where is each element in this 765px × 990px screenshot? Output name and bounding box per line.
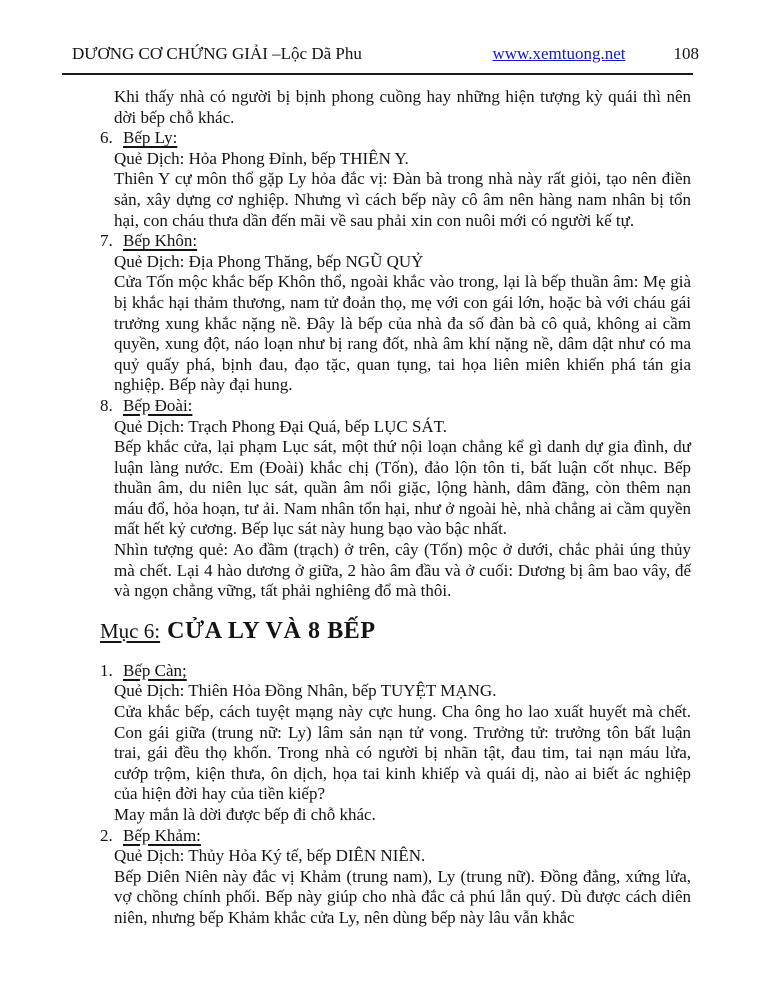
numbered-heading [100, 396, 691, 417]
header-title: DƯƠNG CƠ CHỨNG GIẢI –Lộc Dã Phu [72, 44, 362, 63]
page-header [0, 0, 765, 64]
item-number: 7. [100, 231, 113, 251]
paragraph: Bếp khắc cửa, lại phạm Lục sát, một thứ nội loạn chẳng kể gì danh dự gia đình, dư luận làng nước. Em (Đoài) khắc chị (Tốn), đảo lộn tôn ti, bất luận cốt nhục. Bếp thuần âm, du niên lục sát, quần âm nổi giặc, lộng hành, dâm đãng, còn thêm nạn máu đổ, hỏa hoạn, tư ải. Nam nhân tổn hại, như ở ngoài hè, nhà chẳng ai cầm quyền mất hết kỷ cương. Bếp lục sát này hung bạo vào bậc nhất. [114, 437, 691, 539]
item-number: 2. [100, 825, 113, 845]
paragraph: Khi thấy nhà có người bị bịnh phong cuồng hay những hiện tượng kỳ quái thì nên dời bếp chỗ khác. [114, 87, 691, 127]
paragraph: Cửa khắc bếp, cách tuyệt mạng này cực hung. Cha ông ho lao xuất huyết mà chết. Con gái giữa (trung nữ: Ly) lâm sản nạn tử vong. Trưởng tử: trưởng tôn bất luận trai, gái đều thọ khốn. Trong nhà có người bị nhãn tật, đau tim, tai nạn máu lửa, cướp trộm, kiện thưa, ôn dịch, họa tai kinh khiếp và quái dị, nào ai biết ác nghiệp của hiện đời hay của tiền kiếp? [114, 702, 691, 804]
paragraph: Quẻ Dịch: Thiên Hỏa Đồng Nhân, bếp TUYỆT MẠNG. [114, 681, 497, 701]
page-number: 108 [673, 44, 699, 63]
item-number: 8. [100, 395, 113, 415]
paragraph: Cửa Tốn mộc khắc bếp Khôn thổ, ngoài khắc vào trong, lại là bếp thuần âm: Mẹ già bị khắc hại thảm thương, nam tử đoản thọ, mẹ với con gái lớn, hoặc bà với cháu gái trưởng xung khắc nặng nề. Đây là bếp của nhà đa số đàn bà cô quả, không ai cầm quyền, xung đột, náo loạn như bị rang đốt, nhà âm khí nặng nề, dâm dật như có ma quỷ quấy phá, bịnh đau, đạo tặc, quan tụng, tai họa liên miên khiến phá tán gia nghiệp. Bếp này đại hung. [114, 272, 691, 395]
section-heading [100, 616, 691, 645]
header-rule [62, 73, 693, 75]
item-label: Bếp Ly: [123, 128, 178, 148]
header-right [493, 44, 700, 64]
item-number: 6. [100, 128, 113, 148]
item-number: 1. [100, 660, 113, 680]
section-title: CỬA LY VÀ 8 BẾP [167, 617, 376, 644]
numbered-heading [100, 128, 691, 149]
item-label: Bếp Khảm: [123, 825, 201, 845]
paragraph: Thiên Y cự môn thổ gặp Ly hỏa đắc vị: Đàn bà trong nhà này rất giỏi, tạo nên điền sản, xây dựng cơ nghiệp. Nhưng vì cách bếp này cô âm nên hàng nam nhân bị tổn hại, con cháu thưa dần đến mãi về sau phải xin con nuôi mới có người kế tự. [114, 169, 691, 230]
numbered-heading [100, 826, 691, 847]
paragraph: Nhìn tượng quẻ: Ao đầm (trạch) ở trên, cây (Tốn) mộc ở dưới, chắc phải úng thủy mà chết. Lại 4 hào dương ở giữa, 2 hào âm đầu và ở cuối: Dương bị âm bao vây, đế và ngọn chẳng vững, tất phải nghiêng đổ mà thôi. [114, 540, 691, 601]
item-label: Bếp Đoài: [123, 395, 193, 415]
header-link[interactable]: www.xemtuong.net [492, 44, 626, 63]
paragraph: Quẻ Dịch: Trạch Phong Đại Quá, bếp LỤC SÁT. [114, 416, 448, 436]
page-body [100, 87, 691, 929]
paragraph: May mắn là dời được bếp đi chỗ khác. [114, 805, 376, 824]
item-label: Bếp Khôn: [123, 231, 198, 251]
paragraph: Quẻ Dịch: Hỏa Phong Đỉnh, bếp THIÊN Y. [114, 148, 409, 168]
numbered-heading [100, 661, 691, 682]
paragraph: Bếp Diên Niên này đắc vị Khảm (trung nam), Ly (trung nữ). Đồng đẳng, xứng lửa, vợ chồng chính phối. Bếp này giúp cho nhà đắc cả phú lẫn quý. Dù được cách diên niên, nhưng bếp Khảm khắc cửa Ly, nên dùng bếp này lâu vẫn khắc [114, 866, 691, 927]
paragraph: Quẻ Dịch: Địa Phong Thăng, bếp NGŨ QUỶ [114, 251, 424, 271]
numbered-heading [100, 231, 691, 252]
section-prefix: Mục 6: [100, 618, 161, 643]
paragraph: Quẻ Dịch: Thủy Hỏa Ký tế, bếp DIÊN NIÊN. [114, 846, 426, 866]
item-label: Bếp Càn; [123, 660, 187, 680]
